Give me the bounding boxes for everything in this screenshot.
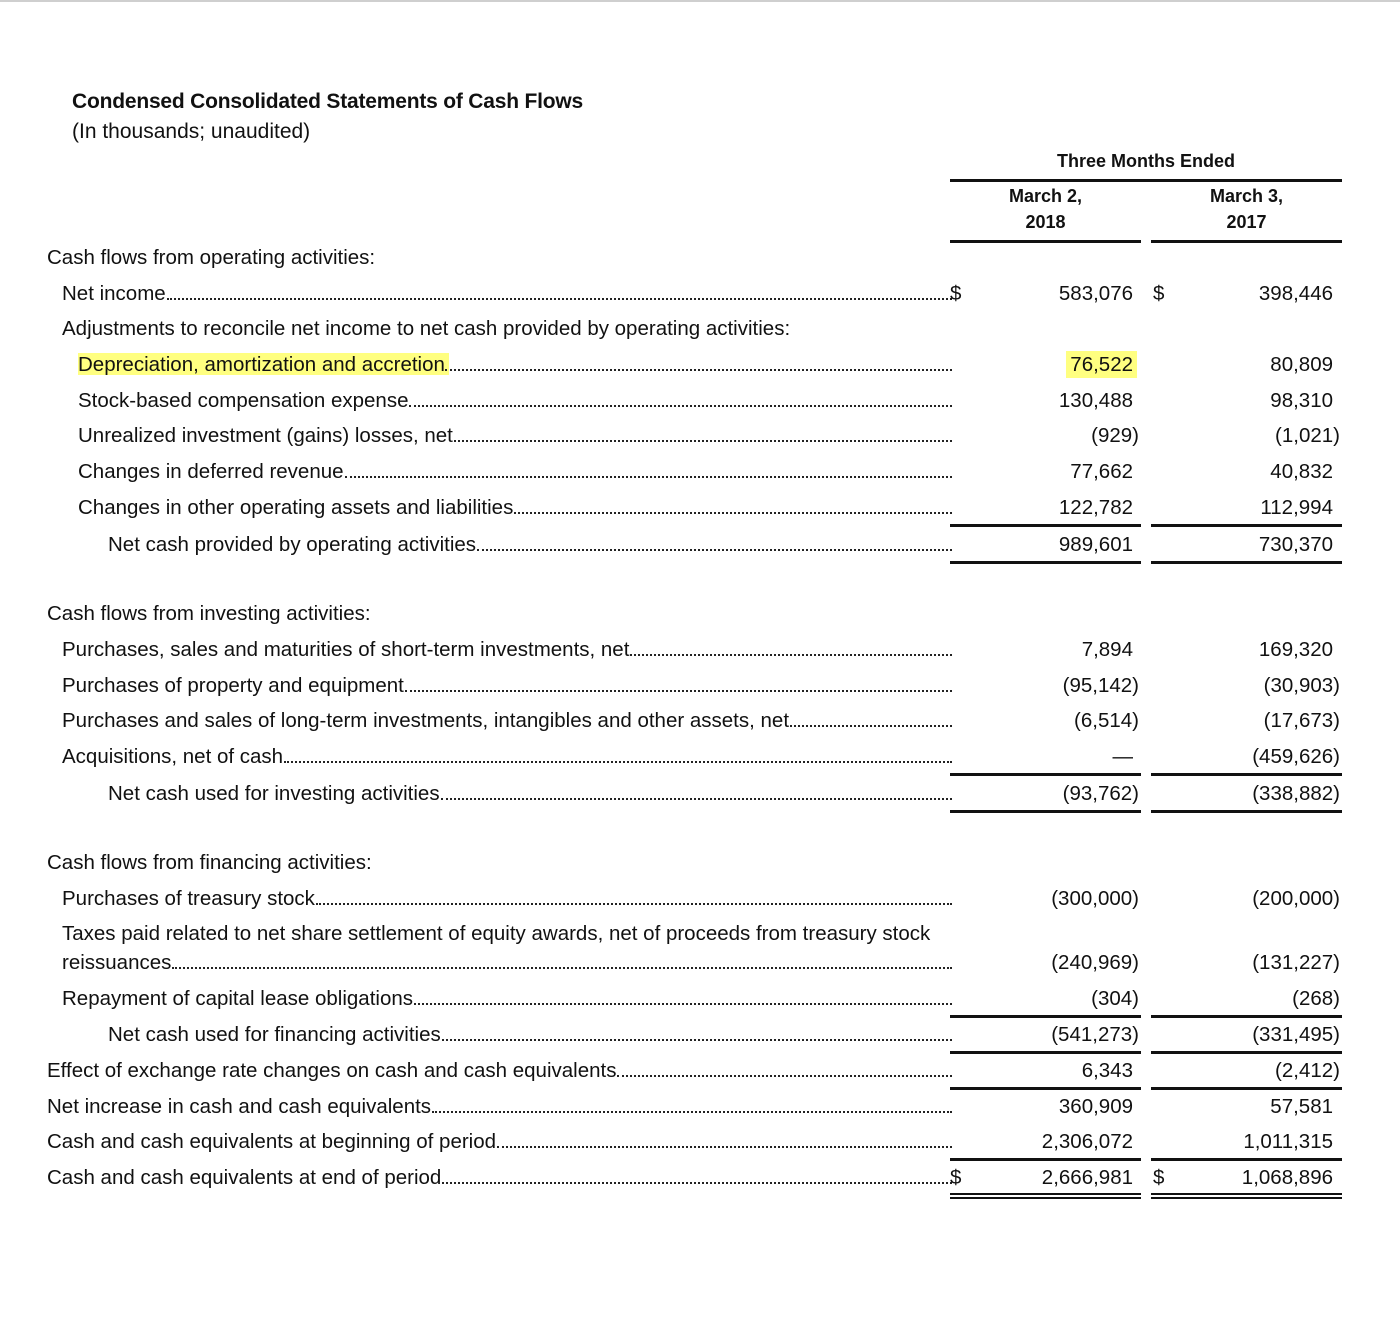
value-2017: (30,903) <box>1263 673 1340 697</box>
value-2018: (93,762) <box>1062 781 1139 805</box>
table-row-capital-lease <box>0 981 1400 1017</box>
row-label: Changes in other operating assets and liabilities <box>78 495 514 518</box>
row-label: Net income <box>62 281 166 304</box>
currency-symbol: $ <box>1153 1165 1165 1189</box>
row-label: Changes in deferred revenue <box>78 459 344 482</box>
value-2017: 98,310 <box>1270 388 1333 412</box>
dot-leader <box>497 1146 952 1148</box>
row-label: Stock-based compensation expense <box>78 388 409 411</box>
dot-leader <box>167 298 952 300</box>
row-label: Cash and cash equivalents at beginning of period <box>47 1129 497 1152</box>
value-2018: 583,076 <box>1058 281 1133 305</box>
value-2017: (331,495) <box>1252 1022 1340 1046</box>
section-heading-financing <box>0 845 1400 881</box>
table-row-operating-total <box>0 527 1400 563</box>
value-2017: (459,626) <box>1252 744 1340 768</box>
total-rule <box>1151 810 1342 813</box>
table-row-acquisitions <box>0 739 1400 775</box>
value-2017: (17,673) <box>1263 708 1340 732</box>
row-label: Net cash provided by operating activities <box>108 532 477 555</box>
value-2018: (541,273) <box>1051 1022 1139 1046</box>
value-2017: 57,581 <box>1270 1094 1333 1118</box>
table-row-depreciation <box>0 347 1400 383</box>
dot-leader <box>316 903 952 905</box>
table-row-property-equipment <box>0 668 1400 704</box>
value-2017: 169,320 <box>1258 637 1333 661</box>
currency-symbol: $ <box>950 1165 962 1189</box>
value-2017: 398,446 <box>1258 281 1333 305</box>
dot-leader <box>284 761 952 763</box>
row-label-highlighted: Depreciation, amortization and accretion <box>78 353 449 376</box>
dot-leader <box>409 405 952 407</box>
row-label: Effect of exchange rate changes on cash and cash equivalents <box>47 1058 617 1081</box>
section-heading-label: Cash flows from operating activities: <box>47 245 376 268</box>
table-row-taxes <box>0 945 1400 981</box>
row-label: Purchases and sales of long-term investments, intangibles and other assets, net <box>62 708 790 731</box>
row-label-line1: Taxes paid related to net share settlement of equity awards, net of proceeds from treasury stock <box>62 921 931 944</box>
row-label: Net cash used for investing activities <box>108 781 440 804</box>
col1-header-date: March 2, <box>1008 186 1083 206</box>
col1-header-year: 2018 <box>1025 212 1066 232</box>
currency-symbol: $ <box>950 281 962 305</box>
value-2017: 1,068,896 <box>1241 1165 1333 1189</box>
row-label: Net increase in cash and cash equivalents <box>47 1094 432 1117</box>
table-row-financing-total <box>0 1017 1400 1053</box>
currency-symbol: $ <box>1153 281 1165 305</box>
table-row-beginning-cash <box>0 1124 1400 1160</box>
top-border <box>0 0 1400 2</box>
value-2018: (304) <box>1091 986 1139 1010</box>
statement-title: Condensed Consolidated Statements of Cash Flows <box>72 90 583 113</box>
value-2018: 7,894 <box>1081 637 1133 661</box>
dot-leader <box>345 476 952 478</box>
value-2018: 122,782 <box>1058 495 1133 519</box>
col2-header-date: March 3, <box>1209 186 1284 206</box>
double-rule <box>1151 1193 1342 1195</box>
value-2017: (200,000) <box>1252 886 1340 910</box>
table-row-short-term-investments <box>0 632 1400 668</box>
period-header: Three Months Ended <box>1056 151 1235 171</box>
row-label: Purchases of treasury stock <box>62 886 315 909</box>
value-2018: 2,306,072 <box>1041 1129 1133 1153</box>
dot-leader <box>445 369 952 371</box>
table-row-net-increase <box>0 1089 1400 1125</box>
value-2018: 77,662 <box>1070 459 1133 483</box>
table-row-unrealized <box>0 418 1400 454</box>
dot-leader <box>432 1111 952 1113</box>
value-2018: 2,666,981 <box>1041 1165 1133 1189</box>
value-2017: 112,994 <box>1260 495 1333 519</box>
row-label: Unrealized investment (gains) losses, net <box>78 423 453 446</box>
double-rule <box>1151 1197 1342 1199</box>
section-heading-operating <box>0 240 1400 276</box>
value-2017: 730,370 <box>1258 532 1333 556</box>
total-rule <box>950 561 1141 564</box>
value-2018: (929) <box>1091 423 1139 447</box>
value-2018: 989,601 <box>1058 532 1133 556</box>
table-row-long-term-investments <box>0 703 1400 739</box>
section-heading-label: Cash flows from financing activities: <box>47 850 372 873</box>
double-rule <box>950 1193 1141 1195</box>
total-rule <box>950 810 1141 813</box>
dot-leader <box>477 549 952 551</box>
value-2017: 1,011,315 <box>1243 1129 1333 1153</box>
value-2018-highlighted: 76,522 <box>1066 351 1137 378</box>
row-label: Net cash used for financing activities <box>108 1022 441 1045</box>
dot-leader <box>405 690 952 692</box>
value-2017: (1,021) <box>1275 423 1340 447</box>
value-2017: (2,412) <box>1275 1058 1340 1082</box>
adjustments-heading: Adjustments to reconcile net income to net cash provided by operating activities: <box>62 316 791 339</box>
value-2018-dash: — <box>1112 744 1133 768</box>
value-2017: (131,227) <box>1252 950 1340 974</box>
value-2018: 130,488 <box>1058 388 1133 412</box>
dot-leader <box>617 1075 952 1077</box>
row-label: Purchases of property and equipment <box>62 673 404 696</box>
dot-leader <box>414 1003 952 1005</box>
value-2017: (338,882) <box>1252 781 1340 805</box>
total-rule <box>1151 561 1342 564</box>
dot-leader <box>514 512 952 514</box>
table-row-investing-total <box>0 776 1400 812</box>
value-2018: 360,909 <box>1058 1094 1133 1118</box>
adjustments-heading-row <box>0 311 1400 347</box>
row-label: Acquisitions, net of cash <box>62 744 284 767</box>
value-2017: 40,832 <box>1270 459 1333 483</box>
col2-header-year: 2017 <box>1226 212 1267 232</box>
table-row-ending-cash <box>0 1160 1400 1196</box>
dot-leader <box>172 967 952 969</box>
value-2018: (240,969) <box>1051 950 1139 974</box>
table-row-net-income <box>0 276 1400 312</box>
row-label: Purchases, sales and maturities of short-term investments, net <box>62 637 630 660</box>
row-label: Repayment of capital lease obligations <box>62 986 413 1009</box>
dot-leader <box>790 725 952 727</box>
period-header-rule <box>950 179 1342 182</box>
table-row-stock-comp <box>0 383 1400 419</box>
row-label: Cash and cash equivalents at end of period <box>47 1165 442 1188</box>
row-label: reissuances <box>62 950 172 973</box>
dot-leader <box>630 654 952 656</box>
section-heading-label: Cash flows from investing activities: <box>47 601 371 624</box>
section-heading-investing <box>0 596 1400 632</box>
table-row-treasury-stock <box>0 881 1400 917</box>
value-2018: (300,000) <box>1051 886 1139 910</box>
value-2018: (6,514) <box>1074 708 1139 732</box>
dot-leader <box>454 440 952 442</box>
double-rule <box>950 1197 1141 1199</box>
dot-leader <box>442 1182 952 1184</box>
table-row-deferred-revenue <box>0 454 1400 490</box>
statement-subtitle: (In thousands; unaudited) <box>72 120 311 143</box>
value-2017: (268) <box>1292 986 1340 1010</box>
value-2018: (95,142) <box>1062 673 1139 697</box>
dot-leader <box>441 798 952 800</box>
value-2017: 80,809 <box>1270 352 1333 376</box>
table-row-fx-effect <box>0 1053 1400 1089</box>
table-row-other-operating <box>0 490 1400 526</box>
dot-leader <box>442 1039 952 1041</box>
value-2018: 6,343 <box>1081 1058 1133 1082</box>
